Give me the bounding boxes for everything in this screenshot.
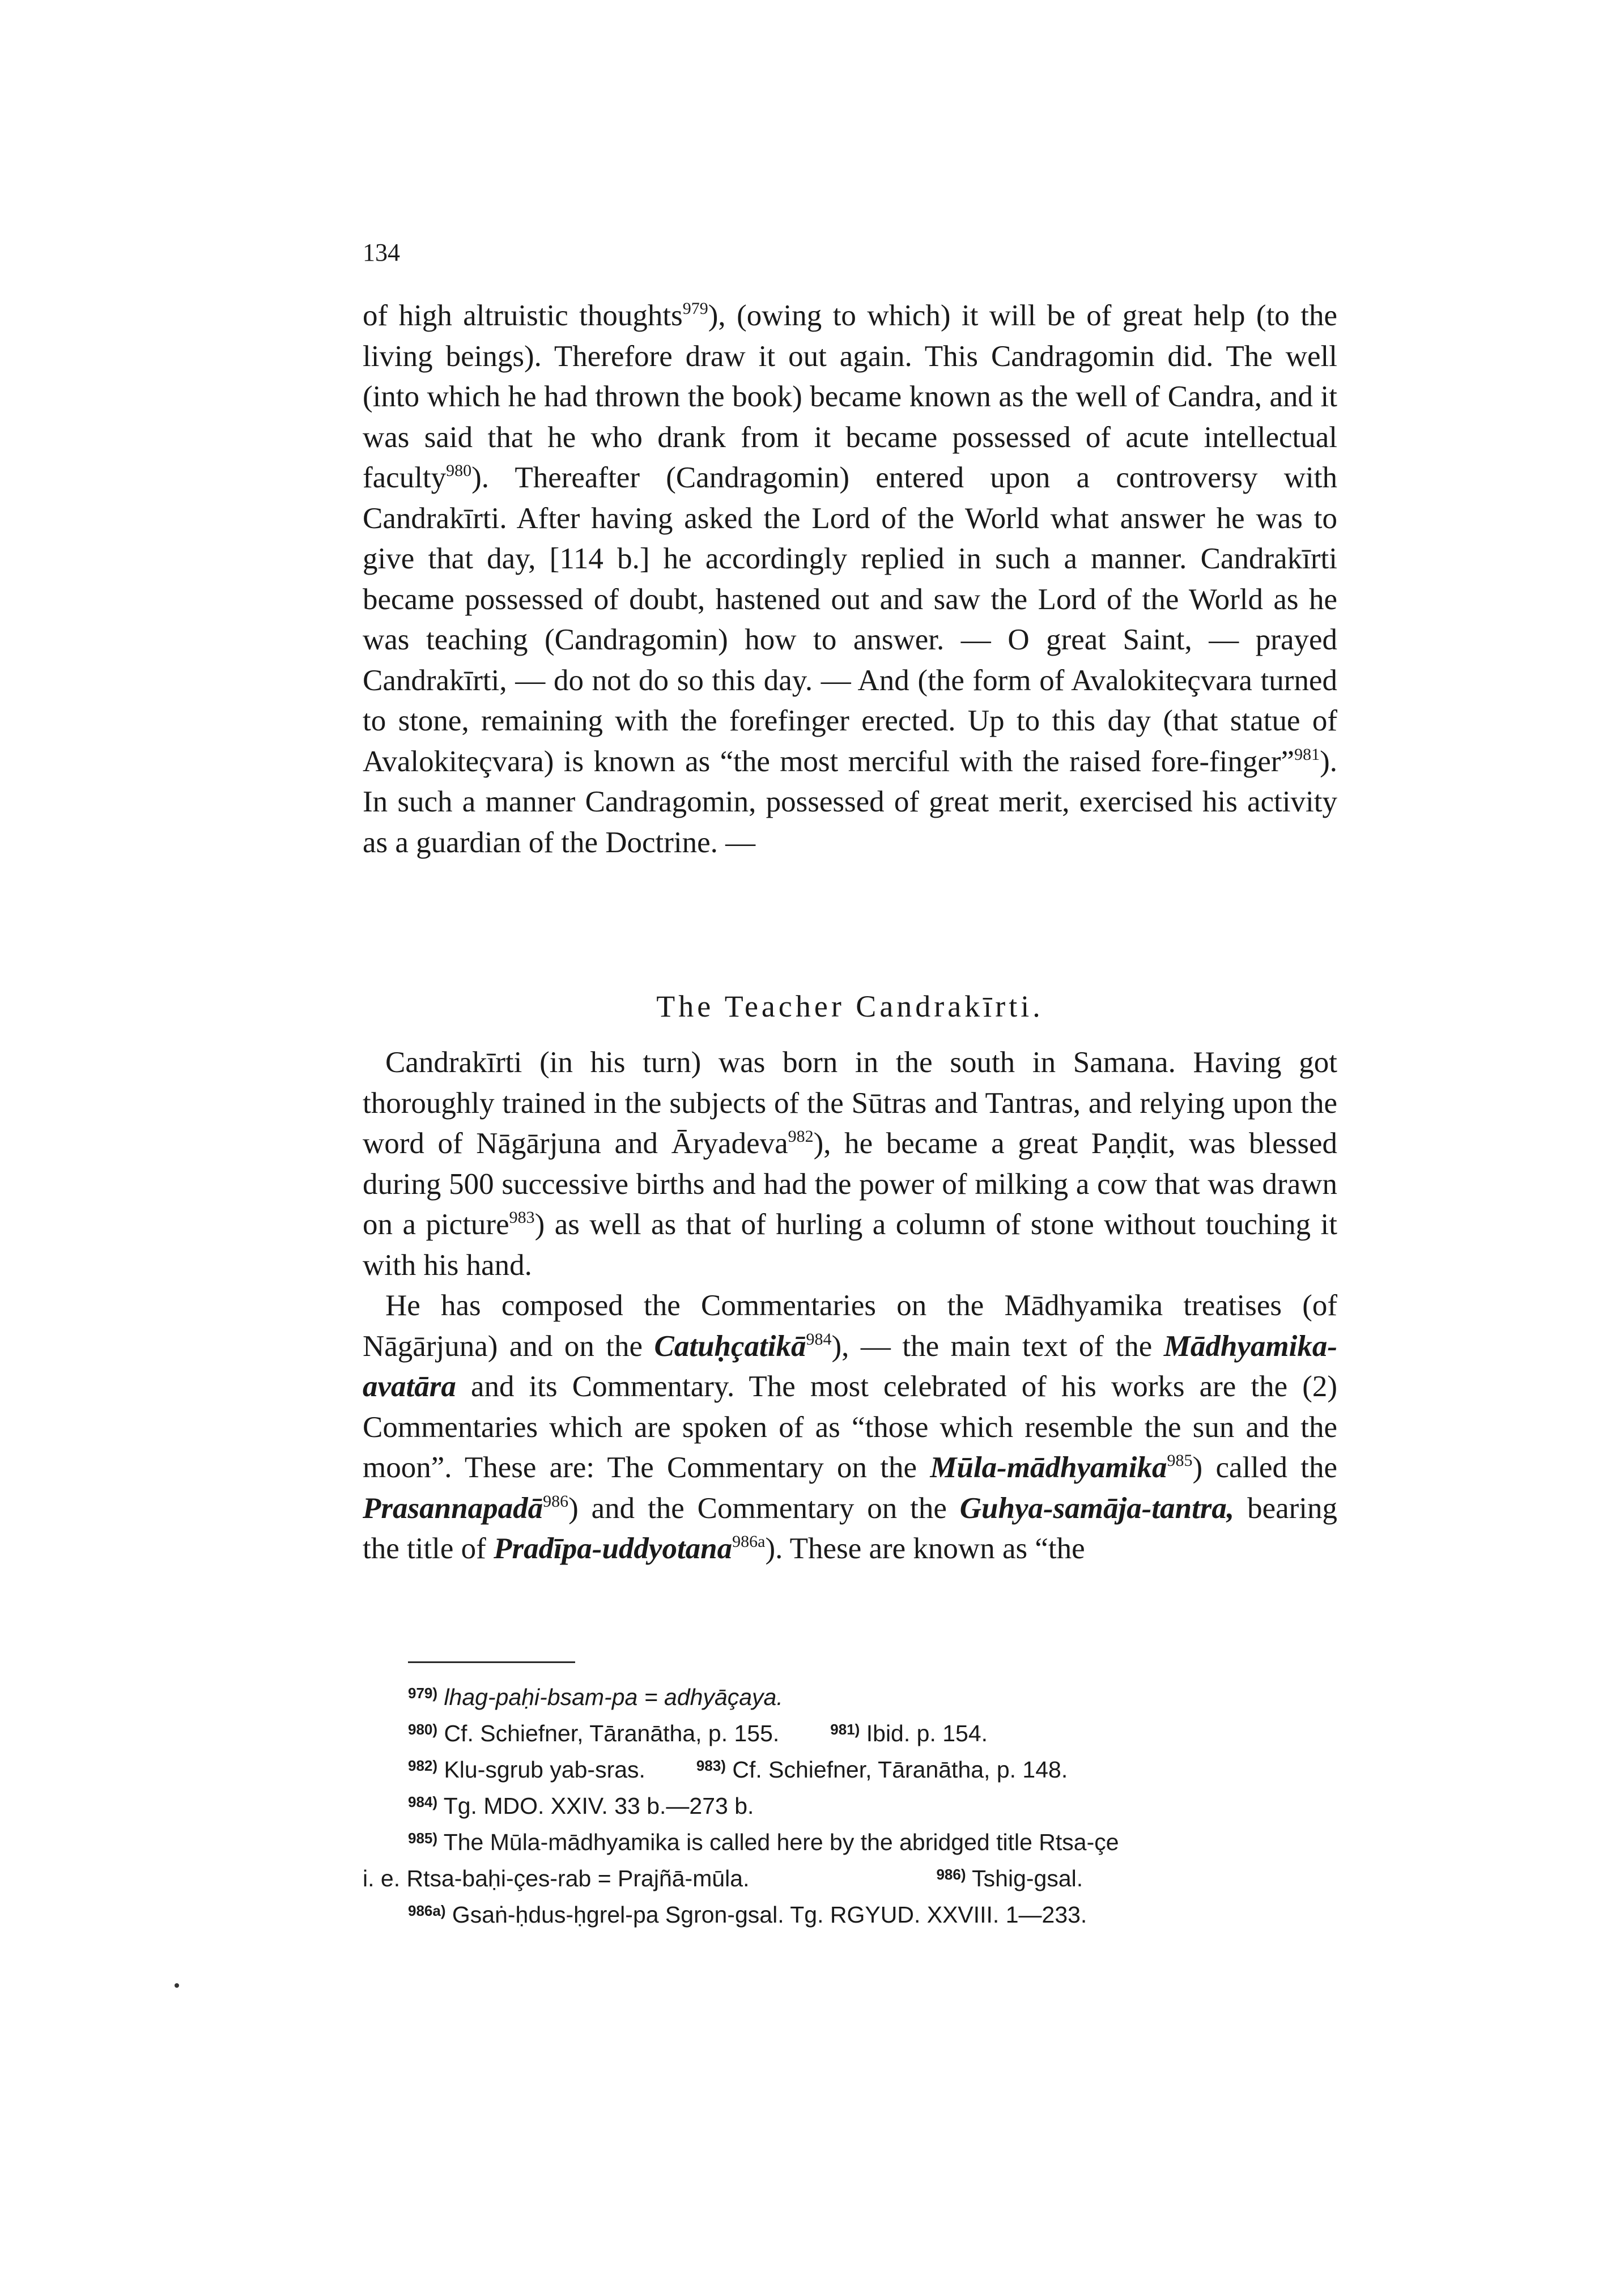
- footnote-text: Tg. MDO. XXIV. 33 b.—273 b.: [443, 1793, 754, 1819]
- text-run: ), (owing to which) it will be of great help (to the living beings). Therefore draw it out again. This Candragomin did. The well (into which he had thrown the book) became known as the well of Candra, and it was said that he who drank from it became possessed of acute intellectual faculty: [363, 299, 1337, 494]
- footnote-number: 982): [408, 1757, 438, 1774]
- footnote-text: Klu-sgrub yab-sras.: [444, 1757, 645, 1783]
- footnote: [363, 1822, 1337, 1859]
- footnote-number: 981): [830, 1721, 860, 1738]
- footnote: [363, 1677, 1337, 1714]
- footnote-ref: 982: [788, 1127, 814, 1146]
- text-run: ) called the: [1192, 1451, 1337, 1484]
- footnote-ref: 984: [806, 1329, 832, 1349]
- footnote-rule: [408, 1661, 575, 1663]
- footnote-text: lhag-paḥi-bsam-pa = adhyāçaya.: [444, 1684, 783, 1710]
- footnote-text: i. e. Rtsa-baḥi-çes-rab = Prajñā-mūla.: [363, 1865, 750, 1891]
- footnote-ref: 983: [509, 1208, 535, 1227]
- paragraph: [363, 1286, 1337, 1570]
- body-text-top: [363, 296, 1337, 863]
- footnote-ref: 986: [543, 1491, 569, 1511]
- work-title: Prasannapadā: [363, 1491, 543, 1525]
- footnote-number: 979): [408, 1685, 438, 1702]
- footnote-text: Ibid. p. 154.: [866, 1720, 988, 1746]
- section-heading: The Teacher Candrakīrti.: [656, 989, 1044, 1023]
- footnote-ref: 986a: [732, 1532, 766, 1551]
- footnote-text: Gsaṅ-ḥdus-ḥgrel-pa Sgron-gsal. Tg. RGYUD. XXVIII. 1—233.: [452, 1902, 1087, 1928]
- ink-speck: [175, 1983, 179, 1988]
- text-run: bearing the title of: [363, 1491, 1337, 1565]
- footnote-ref: 985: [1167, 1451, 1193, 1470]
- text-run: He has composed the Commentaries on the Mādhyamika treatises (of Nāgārjuna) and on the: [363, 1289, 1337, 1363]
- work-title: Catuḥçatikā: [654, 1329, 806, 1363]
- footnote-text: Tshig-gsal.: [972, 1865, 1083, 1891]
- text-run: ). In such a manner Candragomin, possessed of great merit, exercised his activity as a guardian of the Doctrine. —: [363, 745, 1337, 859]
- footnote-number: 986): [936, 1866, 966, 1883]
- footnote-number: 985): [408, 1830, 438, 1847]
- footnote-number: 986a): [408, 1902, 446, 1919]
- footnote: [363, 1859, 1337, 1895]
- text-run: Candrakīrti (in his turn) was born in the south in Samana. Having got thoroughly trained in the subjects of the Sūtras and Tantras, and relying upon the word of Nāgārjuna and Āryadeva: [363, 1046, 1337, 1160]
- footnote: [363, 1895, 1337, 1931]
- text-run: and its Commentary. The most celebrated of his works are the (2) Commentaries which are spoken of as “those which resemble the sun and the moon”. These are: The Commentary on the: [363, 1370, 1337, 1484]
- footnote-text: Cf. Schiefner, Tāranātha, p. 148.: [732, 1757, 1068, 1783]
- paragraph: [363, 296, 1337, 863]
- work-title: Mūla-mādhyamika: [930, 1451, 1167, 1484]
- text-run: ), he became a great Paṇḍit, was blessed during 500 successive births and had the power of milking a cow that was drawn on a picture: [363, 1127, 1337, 1241]
- footnote: [363, 1786, 1337, 1822]
- footnote: [363, 1714, 1337, 1750]
- text-run: ) and the Commentary on the: [568, 1491, 960, 1525]
- work-title: Pradīpa-uddyotana: [494, 1532, 733, 1565]
- footnote-text: The Mūla-mādhyamika is called here by the abridged title Rtsa-çe: [443, 1829, 1119, 1855]
- footnote-text: Cf. Schiefner, Tāranātha, p. 155.: [444, 1720, 780, 1746]
- footnote-number: 980): [408, 1721, 438, 1738]
- footnote: [363, 1750, 1337, 1786]
- paragraph: [363, 1043, 1337, 1286]
- footnote-number: 983): [696, 1757, 726, 1774]
- text-run: ) as well as that of hurling a column of stone without touching it with his hand.: [363, 1208, 1337, 1282]
- work-title: Mādhyamika-avatāra: [363, 1329, 1337, 1403]
- page-number: 134: [363, 239, 400, 266]
- text-run: of high altruistic thoughts: [363, 299, 683, 332]
- footnote-number: 984): [408, 1793, 438, 1810]
- footnote-ref: 979: [682, 299, 708, 318]
- text-run: ). These are known as “the: [765, 1532, 1085, 1565]
- work-title: Guhya-samāja-tantra,: [959, 1491, 1235, 1525]
- footnotes: [363, 1677, 1337, 1931]
- footnote-ref: 980: [446, 461, 472, 480]
- footnote-ref: 981: [1294, 745, 1320, 764]
- text-run: ). Thereafter (Candragomin) entered upon a controversy with Candrakīrti. After having asked the Lord of the World what answer he was to give that day, [114 b.] he accordingly replied in such a manner. Candrakīrti became possessed of doubt, hastened out and saw the Lord of the World as he was teaching (Candragomin) how to answer. — O great Saint, — prayed Candrakīrti, — do not do so this day. — And (the form of Avalokiteçvara turned to stone, remaining with the forefinger erected. Up to this day (that statue of Avalokiteçvara) is known as “the most merciful with the raised fore-finger”: [363, 461, 1337, 778]
- body-text-bottom: [363, 1043, 1337, 1570]
- text-run: ), — the main text of the: [831, 1329, 1164, 1363]
